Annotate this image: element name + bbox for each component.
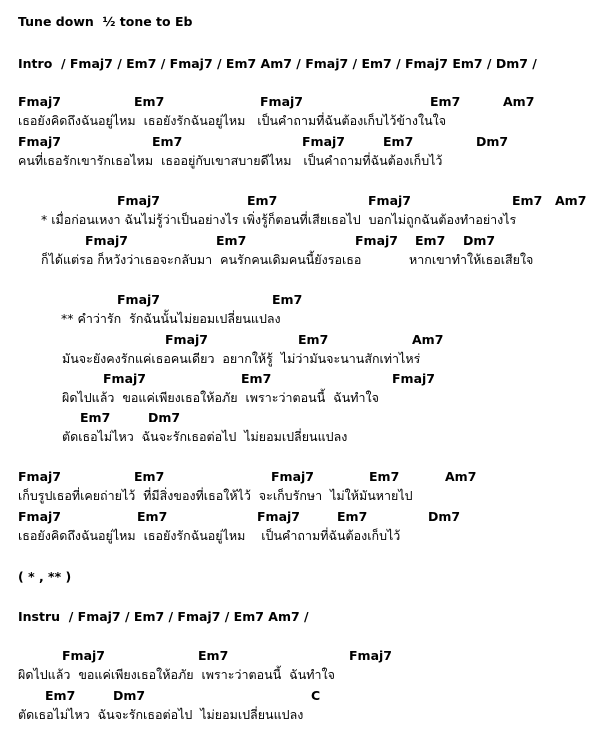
lyric-line: เธอยังคิดถึงฉันอยู่ไหม เธอยังรักฉันอยู่ไหม เป็นคำถามที่ฉันต้องเก็บไว้ข้างในใจ [18,113,447,128]
tuning-note: Tune down ½ tone to Eb [18,14,193,29]
lyric-line: ผิดไปแล้ว ขอแค่เพียงเธอให้อภัย เพราะว่าตอนนี้ ฉันทำใจ [18,667,335,682]
chord: Dm7 [476,134,509,149]
chord: Em7 [430,94,461,109]
lyric-line: มันจะยังคงรักแค่เธอคนเดียว อยากให้รู้ ไม่ว่ามันจะนานสักเท่าไหร่ [62,351,421,366]
lyric-line: คนที่เธอรักเขารักเธอไหม เธออยู่กับเขาสบายดีไหม เป็นคำถามที่ฉันต้องเก็บไว้ [18,153,443,168]
chord: Am7 [412,332,444,347]
chord: Em7 [369,469,400,484]
lyric-line: ก็ได้แต่รอ ก็หวังว่าเธอจะกลับมา คนรักคนเดิมคนนี้ยังรอเธอ หากเขาทำให้เธอเสียใจ [41,252,534,267]
intro-progression: Intro / Fmaj7 / Em7 / Fmaj7 / Em7 Am7 / Fmaj7 / Em7 / Fmaj7 Em7 / Dm7 / [18,56,537,71]
lyric-line: * เมื่อก่อนเหงา ฉันไม่รู้ว่าเป็นอย่างไร เพิ่งรู้ก็ตอนที่เสียเธอไป บอกไม่ถูกฉันต้องทำอย่างไร [41,212,517,227]
chord: Em7 [134,469,165,484]
chord: Fmaj7 [18,134,61,149]
lyric-line: ตัดเธอไม่ไหว ฉันจะรักเธอต่อไป ไม่ยอมเปลี่ยนแปลง [62,429,348,444]
chord: Fmaj7 [62,648,105,663]
chord: Am7 [445,469,477,484]
repeat-marker: ( * , ** ) [18,569,72,584]
chord: Em7 [415,233,446,248]
chord: Em7 [241,371,272,386]
chord: Em7 [383,134,414,149]
lyric-line: ตัดเธอไม่ไหว ฉันจะรักเธอต่อไป ไม่ยอมเปลี่ยนแปลง [18,707,304,722]
chord: Fmaj7 [117,292,160,307]
chord: Em7 [247,193,278,208]
chord: Em7 [45,688,76,703]
chord: Fmaj7 [18,94,61,109]
chord: Em7 [216,233,247,248]
lyric-line: ** คำว่ารัก รักฉันนั้นไม่ยอมเปลี่ยนแปลง [61,311,281,326]
instrumental-progression: Instru / Fmaj7 / Em7 / Fmaj7 / Em7 Am7 / [18,609,309,624]
lyric-line: เธอยังคิดถึงฉันอยู่ไหม เธอยังรักฉันอยู่ไหม เป็นคำถามที่ฉันต้องเก็บไว้ [18,528,401,543]
chord: Am7 [555,193,587,208]
chord: Dm7 [428,509,461,524]
chord: Dm7 [113,688,146,703]
chord: Em7 [337,509,368,524]
lyric-line: เก็บรูปเธอที่เคยถ่ายไว้ ที่มีสิ่งของที่เธอให้ไว้ จะเก็บรักษา ไม่ให้มันหายไป [18,488,413,503]
chord: Am7 [503,94,535,109]
chord: Fmaj7 [18,509,61,524]
chord: Fmaj7 [18,469,61,484]
chord: Em7 [298,332,329,347]
chord: Dm7 [463,233,496,248]
chord: Fmaj7 [349,648,392,663]
chord: Fmaj7 [85,233,128,248]
chord: Fmaj7 [165,332,208,347]
chord: Fmaj7 [257,509,300,524]
chord: Fmaj7 [117,193,160,208]
chord: Em7 [80,410,111,425]
lyric-line: ผิดไปแล้ว ขอแค่เพียงเธอให้อภัย เพราะว่าตอนนี้ ฉันทำใจ [62,390,379,405]
chord: C [311,688,321,703]
chord: Em7 [512,193,543,208]
chord: Fmaj7 [368,193,411,208]
chord: Dm7 [148,410,181,425]
chord: Em7 [152,134,183,149]
chord: Em7 [272,292,303,307]
chord: Fmaj7 [355,233,398,248]
chord: Em7 [198,648,229,663]
chord: Em7 [134,94,165,109]
chord: Fmaj7 [271,469,314,484]
chord: Em7 [137,509,168,524]
chord: Fmaj7 [302,134,345,149]
chord: Fmaj7 [103,371,146,386]
chord: Fmaj7 [260,94,303,109]
chord: Fmaj7 [392,371,435,386]
